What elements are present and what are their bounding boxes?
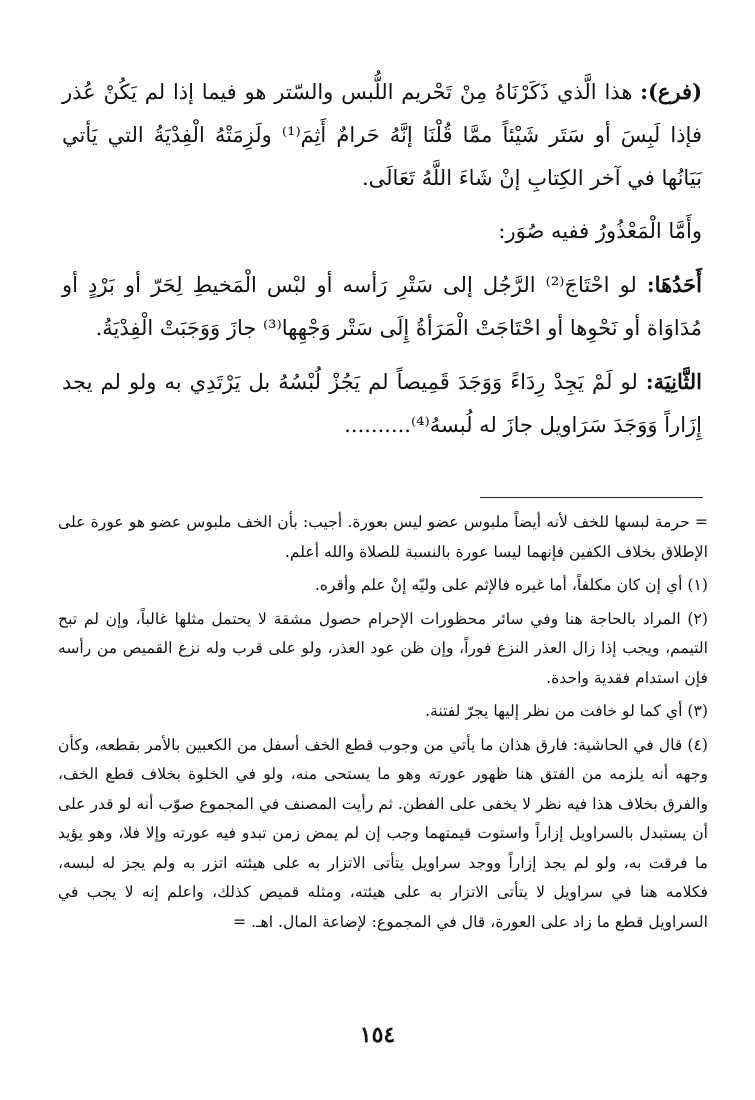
paragraph-first-case — [62, 263, 702, 350]
paragraph-text: وأَمَّا الْمَعْذُورُ ففيه صُوَر: — [498, 219, 702, 243]
paragraph-branch — [62, 70, 702, 200]
paragraph-text: لو احْتَاجَ⁽²⁾ الرَّجُل إلى سَتْرِ رَأسه أو لبْس الْمَخيطِ لِحَرّ أو بَرْدٍ أو مُدَاوَاة أو نَحْوِها أو احْتَاجَتْ الْمَرَأةُ إِلَى سَتْر وَجْهِها⁽³⁾ جازَ وَوَجَبَتْ الْفِدْيَةُ. — [62, 273, 702, 340]
paragraph-second-case — [62, 360, 702, 447]
footnote-1: (١) أي إن كان مكلفاً، أما غيره فالإثم على وليّه إنْ علم وأقره. — [314, 576, 708, 594]
main-text — [62, 70, 702, 457]
page-number: ١٥٤ — [359, 1022, 396, 1048]
paragraph-lead: الثَّانِيَة: — [645, 369, 702, 394]
paragraph-lead: أَحَدُهَا: — [646, 272, 702, 297]
paragraph-excused — [62, 210, 702, 253]
footnote-4: (٤) قال في الحاشية: فارق هذان ما يأتي من وجوب قطع الخف أسفل من الكعبين بالأمر بقطعه، وكأن وجهه أنه يلزمه من الفتق هنا ظهور عورته وهو ما يستحى منه، ولو في الخلوة بخلاف قطع الخف، والفرق بخلاف هذا فيه نظر لا يخفى على الفطن. ثم رأيت المصنف في المجموع صوّب أنه لو قدر على أن يستبدل بالسراويل إزاراً واستوت قيمتهما وجب إن لم يمض زمن تبدو فيه عورته وإلا فلا، وهو يؤيد ما فرقت به، ولو لم يجد إزاراً ووجد سراويل يتأتى الاتزار به على هيئته اتزر به ولم يجز له لبسه، فكلامه هنا في سراويل لا يتأتى الاتزار به على هيئته، ومثله قميص كذلك، واعلم إنه لا يجب في السراويل قطع ما زاد على العورة، قال في المجموع: لإضاعة المال. اهـ. = — [58, 735, 708, 931]
paragraph-text: هذا الَّذي ذَكَرْنَاهُ مِنْ تَحْريم اللُّبس والسّتر هو فيما إذا لم يَكُنْ عُذر فإذا لَبِسَ أو سَتَر شَيْئاً ممَّا قُلْنَا إنَّهُ حَرامٌ أَثِمَ⁽¹⁾ ولَزِمَتْهُ الْفِدْيَةُ التي يَأتي بَيَانُها في آخر الكِتابِ إنْ شَاءَ اللَّهُ تَعَالَى. — [62, 80, 702, 190]
footnote-continuation: = حرمة لبسها للخف لأنه أيضاً ملبوس عضو ليس بعورة. أجيب: بأن الخف ملبوس عضو هو عورة على الإطلاق بخلاف الكفين فإنهما ليسا عورة بالنسبة للصلاة والله أعلم. — [58, 513, 708, 561]
footnote-3: (٣) أي كما لو خافت من نظر إليها يجرّ لفتنة. — [425, 702, 708, 720]
footnote-2: (٢) المراد بالحاجة هنا وفي سائر محظورات الإحرام حصول مشقة لا يحتمل مثلها غالباً، وإن لم تبح التيمم، ويجب إذا زال العذر النزع فوراً، وإن ظن عود العذر، ولو على قرب وله نزع القميص من رأسه فإن استدام فقدية واحدة. — [58, 609, 708, 687]
paragraph-text: لو لَمْ يَجِدْ رِدَاءً وَوَجَدَ قَمِيصاً لم يَجُزْ لُبْسُهُ بل يَرْتَدِي به ولو لم يجد إِزَاراً وَوَجَدَ سَرَاويل جازَ له لُبسهُ⁽⁴⁾.......... — [62, 370, 702, 437]
paragraph-lead: (فرع): — [640, 79, 702, 104]
footnote-divider — [480, 497, 703, 498]
footnotes — [58, 508, 708, 941]
